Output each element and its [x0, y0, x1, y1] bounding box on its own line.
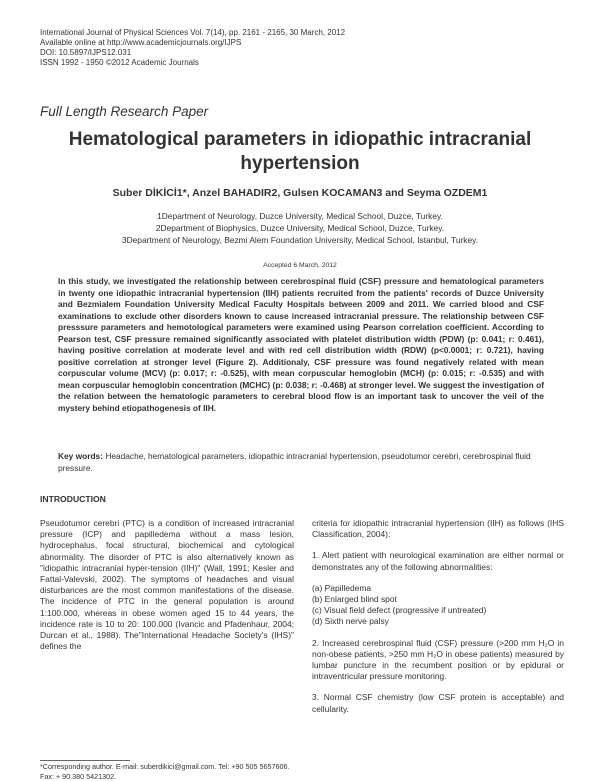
criterion-1: 1. Alert patient with neurological examination are either normal or demonstrates any of the following abnormalities: — [312, 550, 564, 572]
list-item: (d) Sixth nerve palsy — [312, 616, 389, 627]
paper-type: Full Length Research Paper — [40, 104, 209, 119]
header-line-url: Available online at http://www.academicjournals.org/IJPS — [40, 38, 242, 47]
intro-paragraph: Pseudotumor cerebri (PTC) is a condition of increased intracranial pressure (ICP) and papilledema without a mass lesion, hydrocephalus, focal structural, biochemical and cytological abnormality. The disorder of PTC is also alternatively known as "idiopathic intracranial hyper-tension (IIH)" (Wall, 1991; Kesler and Fattal-Valevski, 2002). The symptoms of headaches and visual disturbances are the most common manifestations of the disease. The incidence of PTC in the general population is around 1:100.000, whereas in obese women aged 15 to 44 years, the incidence rate is 10 to 20: 100.000 (Ivancic and Pfadenhaur, 2004; Durcan et al., 1988). The"International Headache Society's (IHS)" defines the — [40, 518, 294, 652]
abnormalities-list — [312, 583, 564, 628]
affiliation-1: 1Department of Neurology, Duzce University, Medical School, Duzce, Turkey. — [157, 211, 443, 221]
section-heading-introduction: INTRODUCTION — [40, 494, 106, 504]
header-line-doi: DOI: 10.5897/IJPS12.031 — [40, 48, 132, 57]
affiliation-3: 3Department of Neurology, Bezmi Alem Foundation University, Medical School, Istanbul, Turkey. — [121, 235, 479, 245]
affiliation-2: 2Department of Biophysics, Duzce University, Medical School, Duzce, Turkey. — [155, 223, 445, 233]
accepted-date: Accepted 6 March, 2012 — [263, 262, 337, 269]
header-line-citation: International Journal of Physical Sciences Vol. 7(14), pp. 2161 - 2165, 30 March, 2012 — [40, 28, 346, 37]
author-list: Suber DİKİCİ1*, Anzel BAHADIR2, Gulsen KOCAMAN3 and Seyma OZDEM1 — [112, 187, 488, 199]
list-item: (a) Papilledema — [312, 582, 372, 593]
criterion-3: 3. Normal CSF chemistry (low CSF protein is acceptable) and cellularity. — [312, 692, 564, 714]
list-item: (c) Visual field defect (progressive if untreated) — [312, 605, 487, 616]
paper-title: Hematological parameters in idiopathic intracranial hypertension — [68, 129, 532, 174]
abstract: In this study, we investigated the relationship between cerebrospinal fluid (CSF) pressure and hematological parameters in twenty one idiopathic intracranial hypertension (IIH) patients recruited from the patients' records of Duzce University and Bezmialem Foundation University Medical Faculty Hospitals between 2009 and 2011. We carried blood and CSF examinations to exclude other disorders known to cause increased intracranial pressure. The relationship between CSF presssure parameters and hemotological parameters were examined using Pearson correlation coefficient. According to Pearson test, CSF pressure remained significantly associated with platelet distribution width (PDW) (p: 0.041; r: 0.461), having positive correlation at moderate level and with red cell distribution width (RDW) (p<0.0001; r: 0.721), having positive correlation at stronger level (Figure 2). Additionaly, CSF pressure was found negatively related with mean corpuscular volume (MCV) (p: 0.017; r: -0.525), with mean corpuscular hemoglobin (MCH) (p: 0.015; r: -0.535) and with mean corpuscular hemoglobin concentration (MCHC) (p: 0.038; r: -0.468) at stronger level. We suggest the investigation of the relation between the hematologic parameters to cerebral blood flow is an important task to uncover the veil of the mystery behind etiopathogenesis of IIH. — [58, 276, 544, 413]
list-item: (b) Enlarged blind spot — [312, 594, 397, 605]
corresponding-author-footnote: *Corresponding author. E-mail: suberdikici@gmail.com. Tel: +90 505 5657606. Fax: + 90 380 5421302. — [40, 762, 290, 781]
criteria-intro: criteria for idiopathic intracranial hypertension (IIH) as follows (IHS Classification, 2004): — [312, 518, 564, 540]
right-column — [312, 518, 564, 725]
keywords-text: Headache, hematological parameters, idiopathic intracranial hypertension, pseudotumor cerebri, cerebrospinal fluid pressure. — [58, 451, 531, 473]
journal-header — [40, 28, 345, 68]
affiliations — [30, 210, 570, 246]
criterion-2: 2. Increased cerebrospinal fluid (CSF) pressure (>200 mm H₂O in non-obese patients, >250 mm H₂O in obese patients) measured by lumbar puncture in the recumbent position or by epidural or intraventricular pressure monitoring. — [312, 637, 564, 682]
keywords-block — [58, 451, 544, 474]
keywords-label: Key words: — [58, 451, 103, 461]
header-line-issn: ISSN 1992 - 1950 ©2012 Academic Journals — [40, 58, 199, 67]
left-column — [40, 518, 294, 652]
footnote-divider — [40, 760, 130, 761]
